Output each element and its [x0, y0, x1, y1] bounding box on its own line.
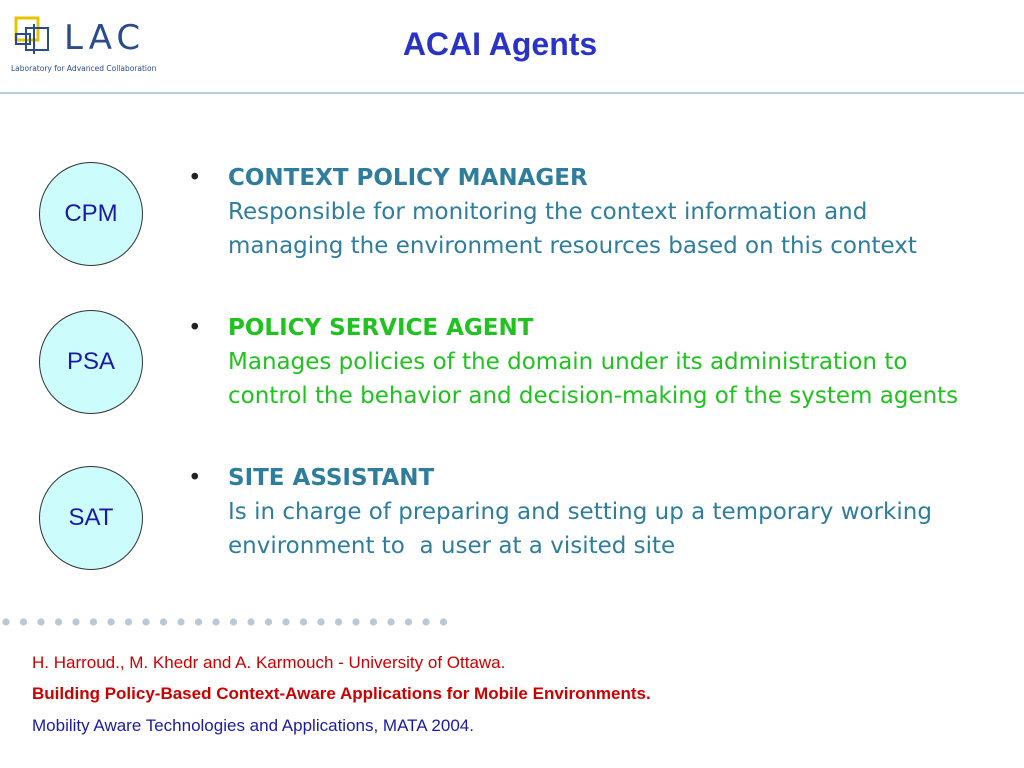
- divider-dot: [212, 618, 219, 625]
- divider-dot: [125, 618, 132, 625]
- agent-item-cpm: [188, 161, 988, 263]
- logo-subtitle: Laboratory for Advanced Collaboration: [11, 64, 157, 73]
- divider-dot: [247, 618, 254, 625]
- divider-dot: [352, 618, 359, 625]
- bullet: •: [188, 315, 202, 341]
- divider-dot: [440, 618, 447, 625]
- divider-dot: [300, 618, 307, 625]
- slide-title: ACAI Agents: [402, 26, 598, 62]
- agent-description: Responsible for monitoring the context information and managing the environment resources based on this context: [228, 199, 917, 259]
- bullet: •: [188, 465, 202, 491]
- divider-dot: [422, 618, 429, 625]
- divider-dot: [160, 618, 167, 625]
- divider-dot: [265, 618, 272, 625]
- agent-heading: SITE ASSISTANT: [228, 465, 435, 491]
- agent-item-sat: [188, 461, 988, 563]
- divider-dot: [55, 618, 62, 625]
- divider-dot: [405, 618, 412, 625]
- divider-dot: [317, 618, 324, 625]
- divider-dot: [90, 618, 97, 625]
- agent-description: Is in charge of preparing and setting up a temporary working environment to a user at a visited site: [228, 499, 940, 559]
- reference-paper-title: Building Policy-Based Context-Aware Applications for Mobile Environments.: [32, 684, 651, 703]
- divider-dot: [37, 618, 44, 625]
- divider-dot: [107, 618, 114, 625]
- divider-dot: [177, 618, 184, 625]
- logo-text: LAC: [64, 18, 146, 58]
- reference-authors: H. Harroud., M. Khedr and A. Karmouch - University of Ottawa.: [32, 653, 506, 672]
- divider-dot: [142, 618, 149, 625]
- header-divider: [0, 92, 1024, 94]
- agent-heading: CONTEXT POLICY MANAGER: [228, 165, 588, 191]
- dotted-divider: [0, 614, 460, 630]
- divider-dot: [20, 618, 27, 625]
- divider-dot: [370, 618, 377, 625]
- divider-dot: [335, 618, 342, 625]
- divider-dot: [230, 618, 237, 625]
- divider-dot: [195, 618, 202, 625]
- agent-item-psa: [188, 311, 988, 413]
- sat-circle: SAT: [39, 466, 143, 570]
- reference-venue: Mobility Aware Technologies and Applications, MATA 2004.: [32, 716, 474, 735]
- cpm-circle: CPM: [39, 162, 143, 266]
- agent-heading: POLICY SERVICE AGENT: [228, 315, 534, 341]
- bullet: •: [188, 165, 202, 191]
- divider-dot: [72, 618, 79, 625]
- divider-dot: [387, 618, 394, 625]
- divider-dot: [282, 618, 289, 625]
- psa-circle: PSA: [39, 310, 143, 414]
- divider-dot: [2, 618, 9, 625]
- agent-description: Manages policies of the domain under its administration to control the behavior and decision-making of the system agents: [228, 349, 959, 409]
